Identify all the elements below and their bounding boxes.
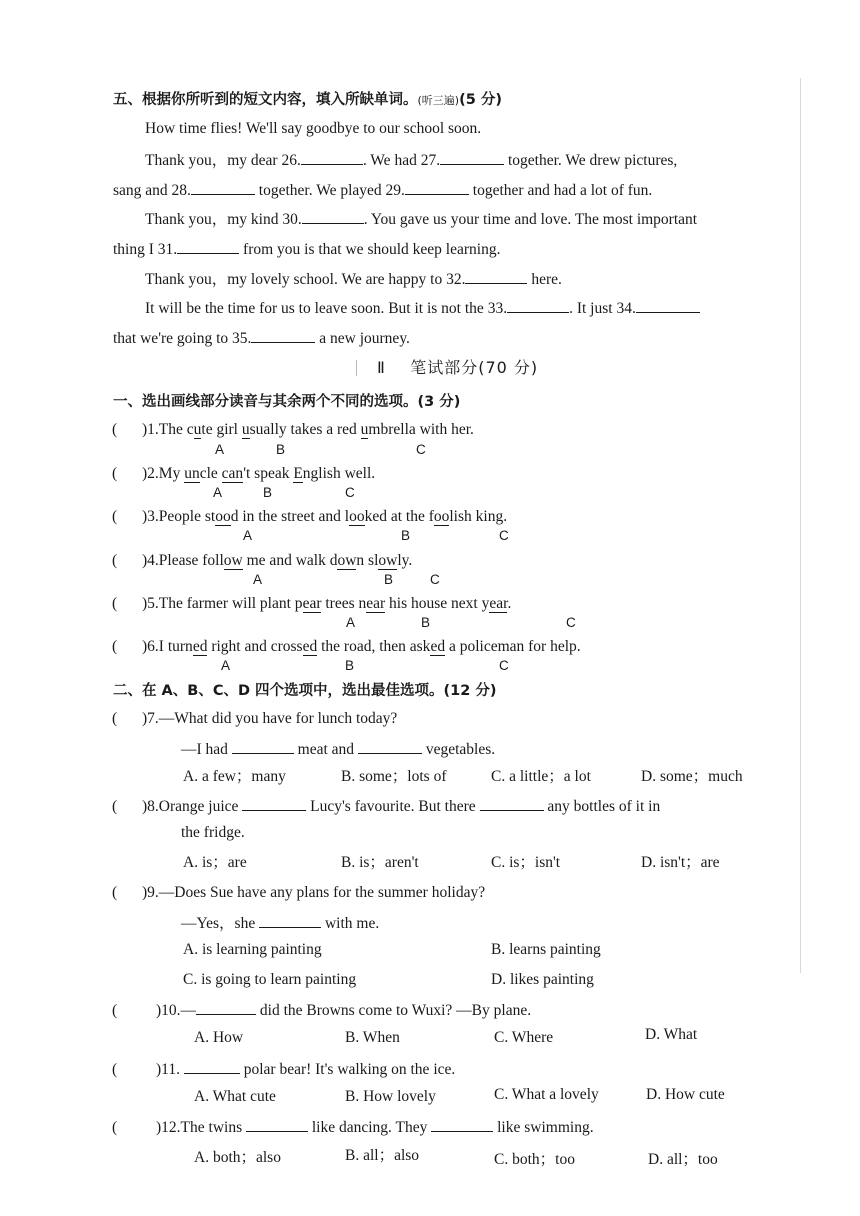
passage-text: here. (531, 271, 562, 288)
part-roman-numeral: Ⅱ (377, 358, 386, 377)
sentence-text: cle (199, 465, 222, 482)
option-c[interactable]: C. a little；a lot (491, 768, 591, 785)
sentence-text: People st (158, 508, 216, 525)
question-number: )6. (142, 638, 159, 655)
question-text: like dancing. They (311, 1119, 428, 1136)
underlined-part: ow (337, 552, 357, 569)
sentence-text: I turn (158, 638, 193, 655)
blank-number: 34. (616, 300, 636, 317)
question-number: )11. (156, 1061, 180, 1078)
option-letter-a: A (213, 485, 223, 500)
question-text: —I had (181, 741, 228, 758)
answer-bracket[interactable]: ( (112, 1002, 118, 1019)
sentence-text: the road, then ask (317, 638, 431, 655)
listening-heading (113, 90, 502, 111)
question-8-continued: the fridge. (181, 824, 245, 841)
underlined-part: ed (430, 638, 446, 655)
option-letter-b: B (345, 658, 355, 673)
sentence-text: nglish well. (302, 465, 376, 482)
question-text: Orange juice (158, 798, 239, 815)
passage-text: How time flies! We'll say goodbye to our school soon. (145, 120, 482, 137)
answer-bracket[interactable]: ( (112, 710, 118, 727)
answer-blank-34[interactable] (636, 297, 700, 313)
option-b[interactable]: B. all；also (345, 1147, 420, 1164)
question-text: —Does Sue have any plans for the summer holiday? (158, 884, 486, 901)
blank-number: 26. (281, 152, 301, 169)
question-number: )8. (142, 798, 159, 815)
question-10 (112, 999, 531, 1021)
answer-blank-27[interactable] (440, 149, 504, 165)
passage-text: together. We played (258, 182, 382, 199)
answer-bracket[interactable]: ( (112, 798, 118, 815)
question-2 (112, 464, 375, 484)
option-c[interactable]: C. is going to learn painting (183, 971, 357, 988)
option-letter-c: C (499, 528, 509, 543)
question-6 (112, 637, 581, 657)
underlined-part: ear (366, 595, 386, 612)
sentence-text: 't speak (243, 465, 294, 482)
option-letter-c: C (566, 615, 576, 630)
sentence-text: Please foll (158, 552, 224, 569)
blank-number: 35. (232, 330, 252, 347)
underlined-part: ed (192, 638, 208, 655)
underlined-part: ow (223, 552, 243, 569)
option-letter-b: B (263, 485, 273, 500)
passage-text: . You gave us your time and love. The most important (363, 211, 698, 228)
answer-blank[interactable] (184, 1058, 240, 1074)
answer-blank-30[interactable] (302, 208, 364, 224)
option-letter-c: C (499, 658, 509, 673)
question-number: )4. (142, 552, 159, 569)
blank-number: 32. (446, 271, 466, 288)
question-7-reply (181, 738, 495, 760)
sentence-text: ked at the f (364, 508, 434, 525)
heading-score: (5 分) (459, 92, 502, 108)
question-number: )7. (142, 710, 159, 727)
passage-text: Thank you，my dear (145, 152, 278, 169)
underlined-part: u (241, 421, 250, 438)
answer-bracket[interactable]: ( (112, 1061, 118, 1078)
answer-blank[interactable] (232, 738, 294, 754)
option-letter-c: C (345, 485, 355, 500)
option-a[interactable]: A. What cute (194, 1088, 276, 1105)
sentence-text: a policeman for help. (445, 638, 581, 655)
question-5 (112, 594, 511, 614)
sentence-text: me and walk d (242, 552, 338, 569)
passage-line-1 (145, 119, 481, 139)
sentence-text: his house next y (385, 595, 490, 612)
underlined-part: ow (378, 552, 398, 569)
passage-text: together and had a lot of fun. (472, 182, 653, 199)
question-number: )12. (156, 1119, 181, 1136)
answer-blank-28[interactable] (191, 179, 255, 195)
heading-text: 一、选出画线部分读音与其余两个不同的选项。(3 分) (113, 394, 461, 410)
option-d[interactable]: D. isn't；are (641, 854, 720, 871)
section-two-heading (113, 681, 497, 701)
question-9 (112, 883, 485, 903)
option-b[interactable]: B. some；lots of (341, 768, 447, 785)
blank-number: 27. (420, 152, 441, 169)
sentence-text: My (158, 465, 185, 482)
answer-bracket[interactable]: ( (112, 552, 118, 569)
passage-text: together. We drew pictures, (507, 152, 678, 169)
question-text: — (180, 1002, 197, 1019)
option-a[interactable]: A. How (194, 1029, 244, 1046)
option-a[interactable]: A. is；are (183, 854, 247, 871)
heading-note: (听三遍) (417, 94, 460, 107)
answer-blank[interactable] (196, 999, 256, 1015)
option-letter-b: B (421, 615, 431, 630)
question-11 (112, 1058, 455, 1080)
option-b[interactable]: B. is；aren't (341, 854, 419, 871)
section-one-heading (113, 392, 460, 412)
question-text: any bottles of it in (547, 798, 661, 815)
question-number: )5. (142, 595, 159, 612)
answer-blank[interactable] (431, 1116, 493, 1132)
underlined-part: u (360, 421, 369, 438)
passage-text: . It just (569, 300, 613, 317)
passage-text: that we're going to (113, 330, 229, 347)
sentence-text: trees n (321, 595, 367, 612)
answer-bracket[interactable]: ( (112, 508, 118, 525)
option-letter-a: A (346, 615, 356, 630)
underlined-part: ear (302, 595, 322, 612)
option-d[interactable]: D. likes painting (491, 971, 594, 988)
blank-number: 30. (282, 211, 302, 228)
option-letter-a: A (243, 528, 253, 543)
underlined-part: oo (433, 508, 450, 525)
question-number: )9. (142, 884, 159, 901)
question-text: Lucy's favourite. But there (310, 798, 476, 815)
passage-text: It will be the time for us to leave soon. But it is not the (145, 300, 484, 317)
answer-bracket[interactable]: ( (112, 638, 118, 655)
passage-text: thing I (113, 241, 154, 258)
question-3 (112, 507, 507, 527)
question-text: with me. (324, 915, 380, 932)
option-c[interactable]: C. What a lovely (494, 1086, 599, 1103)
sentence-text: The c (158, 421, 194, 438)
divider-mark (356, 360, 357, 376)
answer-bracket[interactable]: ( (112, 1119, 118, 1136)
heading-text: 五、根据你所听到的短文内容，填入所缺单词。 (113, 92, 418, 108)
underlined-part: un (184, 465, 200, 482)
option-d[interactable]: D. all；too (648, 1151, 718, 1168)
option-letter-a: A (253, 572, 263, 587)
answer-bracket[interactable]: ( (112, 884, 118, 901)
answer-bracket[interactable]: ( (112, 465, 118, 482)
option-b[interactable]: B. How lovely (345, 1088, 436, 1105)
sentence-text: ly. (397, 552, 413, 569)
answer-blank[interactable] (259, 912, 321, 928)
question-text: did the Browns come to Wuxi? —By plane. (259, 1002, 532, 1019)
heading-text: 二、在 A、B、C、D 四个选项中，选出最佳选项。(12 分) (113, 683, 497, 699)
option-letter-b: B (276, 442, 286, 457)
sentence-text: lish king. (449, 508, 508, 525)
option-letter-a: A (215, 442, 225, 457)
sentence-text: The farmer will plant p (158, 595, 303, 612)
question-number: )10. (156, 1002, 181, 1019)
option-c[interactable]: C. both；too (494, 1151, 575, 1168)
answer-blank[interactable] (242, 795, 306, 811)
option-b[interactable]: B. learns painting (491, 941, 601, 958)
option-c[interactable]: C. Where (494, 1029, 554, 1046)
part-title: 笔试部分(70 分) (410, 358, 539, 377)
sentence-text: te girl (201, 421, 242, 438)
answer-blank-29[interactable] (405, 179, 469, 195)
passage-line-5 (113, 238, 500, 260)
option-c[interactable]: C. is；isn't (491, 854, 561, 871)
question-text: —Yes，she (181, 915, 256, 932)
option-a[interactable]: A. is learning painting (183, 941, 322, 958)
passage-line-2 (145, 149, 677, 171)
passage-line-6 (145, 268, 562, 290)
passage-text: sang and (113, 182, 168, 199)
question-number: )2. (142, 465, 159, 482)
question-text: like swimming. (497, 1119, 594, 1136)
passage-text: . We had (362, 152, 417, 169)
passage-line-7 (145, 297, 700, 319)
option-d[interactable]: D. What (645, 1026, 698, 1043)
underlined-part: ear (489, 595, 508, 612)
passage-text: Thank you，my kind (145, 211, 279, 228)
option-d[interactable]: D. How cute (646, 1086, 725, 1103)
question-12 (112, 1116, 594, 1138)
answer-bracket[interactable]: ( (112, 595, 118, 612)
passage-text: from you is that we should keep learning. (243, 241, 501, 258)
question-4 (112, 551, 412, 571)
question-9-reply (181, 912, 379, 934)
underlined-part: E (293, 465, 303, 482)
answer-bracket[interactable]: ( (112, 421, 118, 438)
sentence-text: sually takes a red (249, 421, 361, 438)
option-a[interactable]: A. a few；many (183, 768, 286, 785)
question-text: The twins (180, 1119, 243, 1136)
blank-number: 28. (171, 182, 191, 199)
underlined-part: ed (302, 638, 318, 655)
passage-line-8 (113, 327, 410, 349)
question-text: vegetables. (425, 741, 496, 758)
blank-number: 33. (487, 300, 508, 317)
part-two-heading (377, 358, 538, 378)
option-letter-c: C (416, 442, 426, 457)
answer-blank-31[interactable] (177, 238, 239, 254)
question-text: —What did you have for lunch today? (158, 710, 398, 727)
underlined-part: u (193, 421, 202, 438)
sentence-text: d in the street and l (230, 508, 350, 525)
passage-line-3 (113, 179, 652, 201)
sentence-text: n sl (356, 552, 379, 569)
underlined-part: oo (349, 508, 365, 525)
option-letter-a: A (221, 658, 231, 673)
answer-blank-26[interactable] (301, 149, 363, 165)
underlined-part: can (221, 465, 244, 482)
option-a[interactable]: A. both；also (194, 1149, 281, 1166)
question-1 (112, 420, 474, 440)
passage-text: Thank you，my lovely school. We are happy to (145, 271, 443, 288)
sentence-text: right and cross (207, 638, 303, 655)
question-number: )1. (142, 421, 159, 438)
question-number: )3. (142, 508, 159, 525)
option-d[interactable]: D. some；much (641, 768, 743, 785)
sentence-text: . (507, 595, 512, 612)
page-edge-rule (800, 78, 801, 973)
option-letter-c: C (430, 572, 440, 587)
answer-blank[interactable] (480, 795, 544, 811)
passage-line-4 (145, 208, 697, 230)
blank-number: 31. (157, 241, 178, 258)
answer-blank[interactable] (246, 1116, 308, 1132)
option-b[interactable]: B. When (345, 1029, 400, 1046)
question-7 (112, 709, 397, 729)
underlined-part: oo (215, 508, 231, 525)
blank-number: 29. (385, 182, 405, 199)
question-text: meat and (297, 741, 355, 758)
option-letter-b: B (401, 528, 411, 543)
option-letter-b: B (384, 572, 394, 587)
answer-blank-32[interactable] (465, 268, 527, 284)
answer-blank-33[interactable] (507, 297, 569, 313)
answer-blank-35[interactable] (251, 327, 315, 343)
answer-blank[interactable] (358, 738, 422, 754)
question-text: polar bear! It's walking on the ice. (243, 1061, 456, 1078)
question-8 (112, 795, 660, 817)
sentence-text: mbrella with her. (368, 421, 474, 438)
passage-text: a new journey. (319, 330, 410, 347)
